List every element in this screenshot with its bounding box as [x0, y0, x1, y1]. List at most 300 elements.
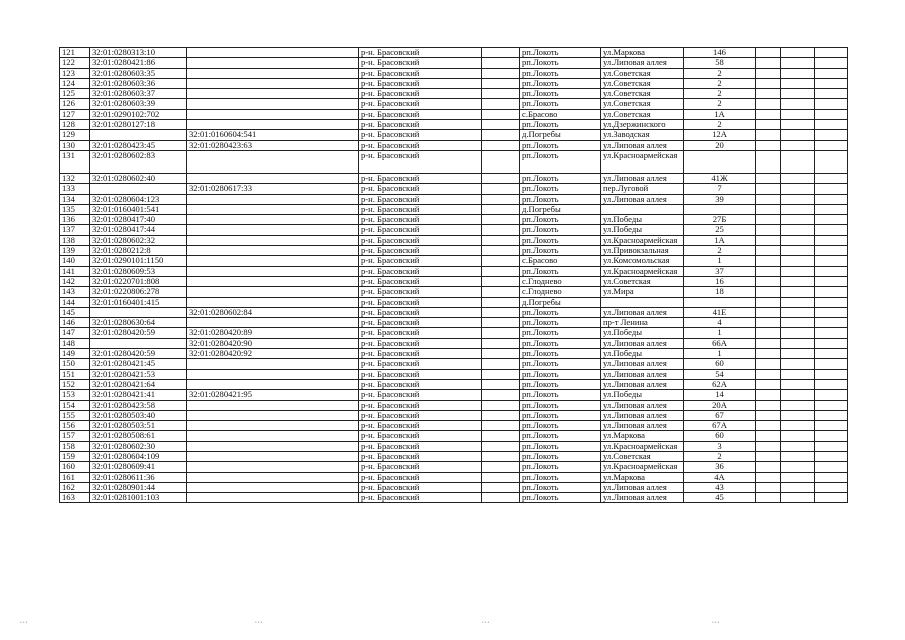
table-row	[60, 493, 848, 503]
table-row	[60, 431, 848, 441]
page-edge-mark: •••	[20, 621, 29, 626]
extra-cell-2	[781, 421, 815, 431]
locality-cell: рп.Локоть	[520, 451, 601, 461]
cadastral-number: 32:01:0280603:35	[90, 68, 187, 78]
cadastral-number-secondary	[187, 410, 359, 420]
page-edge-mark: •••	[482, 621, 491, 626]
locality-cell: рп.Локоть	[520, 58, 601, 68]
house-number-cell: 39	[684, 194, 756, 204]
extra-cell-1	[756, 109, 781, 119]
table-row	[60, 328, 848, 338]
cadastral-number: 32:01:0280423:58	[90, 400, 187, 410]
cadastral-number-secondary	[187, 287, 359, 297]
row-number: 156	[60, 421, 90, 431]
extra-cell-2	[781, 441, 815, 451]
house-number-cell: 146	[684, 48, 756, 58]
extra-cell-3	[815, 225, 848, 235]
extra-cell-2	[781, 68, 815, 78]
blank-cell	[482, 410, 520, 420]
street-cell: ул.Победы	[601, 225, 684, 235]
extra-cell-3	[815, 421, 848, 431]
table-row	[60, 472, 848, 482]
district-cell: р-н. Брасовский	[359, 89, 482, 99]
extra-cell-1	[756, 120, 781, 130]
row-number: 144	[60, 297, 90, 307]
cadastral-number-secondary	[187, 48, 359, 58]
cadastral-number: 32:01:0281001:103	[90, 493, 187, 503]
row-number: 159	[60, 451, 90, 461]
house-number-cell	[684, 150, 756, 173]
row-number: 152	[60, 379, 90, 389]
extra-cell-3	[815, 204, 848, 214]
page-edge-mark: •••	[712, 621, 721, 626]
house-number-cell: 1А	[684, 109, 756, 119]
house-number-cell: 20А	[684, 400, 756, 410]
house-number-cell: 2	[684, 246, 756, 256]
cadastral-number: 32:01:0280611:36	[90, 472, 187, 482]
blank-cell	[482, 99, 520, 109]
locality-cell: рп.Локоть	[520, 266, 601, 276]
house-number-cell	[684, 204, 756, 214]
house-number-cell	[684, 297, 756, 307]
cadastral-number: 32:01:0280602:83	[90, 150, 187, 173]
extra-cell-1	[756, 48, 781, 58]
row-number: 122	[60, 58, 90, 68]
extra-cell-1	[756, 338, 781, 348]
cadastral-number: 32:01:0280503:40	[90, 410, 187, 420]
house-number-cell: 2	[684, 120, 756, 130]
locality-cell: рп.Локоть	[520, 68, 601, 78]
row-number: 153	[60, 390, 90, 400]
extra-cell-1	[756, 318, 781, 328]
extra-cell-2	[781, 338, 815, 348]
cadastral-number-secondary: 32:01:0280420:92	[187, 349, 359, 359]
cadastral-number: 32:01:0290101:1150	[90, 256, 187, 266]
extra-cell-2	[781, 215, 815, 225]
blank-cell	[482, 441, 520, 451]
extra-cell-3	[815, 338, 848, 348]
row-number: 141	[60, 266, 90, 276]
cadastral-number-secondary	[187, 194, 359, 204]
extra-cell-2	[781, 235, 815, 245]
extra-cell-1	[756, 58, 781, 68]
row-number: 147	[60, 328, 90, 338]
locality-cell: рп.Локоть	[520, 225, 601, 235]
table-row	[60, 266, 848, 276]
district-cell: р-н. Брасовский	[359, 472, 482, 482]
cadastral-number-secondary	[187, 318, 359, 328]
extra-cell-2	[781, 462, 815, 472]
cadastral-number-secondary	[187, 441, 359, 451]
row-number: 155	[60, 410, 90, 420]
extra-cell-3	[815, 462, 848, 472]
house-number-cell: 41Е	[684, 307, 756, 317]
extra-cell-2	[781, 482, 815, 492]
cadastral-number: 32:01:0290102:702	[90, 109, 187, 119]
extra-cell-1	[756, 140, 781, 150]
row-number: 158	[60, 441, 90, 451]
row-number: 143	[60, 287, 90, 297]
house-number-cell: 3	[684, 441, 756, 451]
row-number: 133	[60, 184, 90, 194]
cadastral-number-secondary	[187, 431, 359, 441]
house-number-cell: 45	[684, 493, 756, 503]
row-number: 136	[60, 215, 90, 225]
extra-cell-2	[781, 58, 815, 68]
table-row	[60, 109, 848, 119]
street-cell: пр-т Ленина	[601, 318, 684, 328]
blank-cell	[482, 379, 520, 389]
cadastral-number-secondary: 32:01:0280420:89	[187, 328, 359, 338]
street-cell: ул.Липовая аллея	[601, 369, 684, 379]
extra-cell-1	[756, 68, 781, 78]
cadastral-number	[90, 130, 187, 140]
cadastral-number: 32:01:0280420:59	[90, 328, 187, 338]
table-row	[60, 349, 848, 359]
district-cell: р-н. Брасовский	[359, 410, 482, 420]
street-cell: ул.Советская	[601, 451, 684, 461]
blank-cell	[482, 318, 520, 328]
locality-cell: рп.Локоть	[520, 441, 601, 451]
street-cell: ул.Липовая аллея	[601, 307, 684, 317]
extra-cell-1	[756, 256, 781, 266]
house-number-cell: 14	[684, 390, 756, 400]
blank-cell	[482, 215, 520, 225]
extra-cell-1	[756, 431, 781, 441]
blank-cell	[482, 297, 520, 307]
blank-cell	[482, 58, 520, 68]
street-cell: ул.Советская	[601, 78, 684, 88]
cadastral-number-secondary	[187, 256, 359, 266]
district-cell: р-н. Брасовский	[359, 462, 482, 472]
extra-cell-3	[815, 276, 848, 286]
extra-cell-2	[781, 390, 815, 400]
locality-cell: рп.Локоть	[520, 338, 601, 348]
cadastral-number	[90, 338, 187, 348]
cadastral-number-secondary	[187, 99, 359, 109]
row-number: 149	[60, 349, 90, 359]
table-row	[60, 379, 848, 389]
row-number: 137	[60, 225, 90, 235]
district-cell: р-н. Брасовский	[359, 109, 482, 119]
extra-cell-2	[781, 140, 815, 150]
extra-cell-2	[781, 266, 815, 276]
extra-cell-3	[815, 441, 848, 451]
extra-cell-1	[756, 246, 781, 256]
blank-cell	[482, 462, 520, 472]
table-row	[60, 246, 848, 256]
row-number: 130	[60, 140, 90, 150]
extra-cell-1	[756, 349, 781, 359]
house-number-cell: 1	[684, 349, 756, 359]
house-number-cell: 62А	[684, 379, 756, 389]
extra-cell-2	[781, 120, 815, 130]
blank-cell	[482, 349, 520, 359]
cadastral-number: 32:01:0160401:415	[90, 297, 187, 307]
extra-cell-1	[756, 184, 781, 194]
district-cell: р-н. Брасовский	[359, 369, 482, 379]
cadastral-number-secondary	[187, 109, 359, 119]
extra-cell-3	[815, 78, 848, 88]
cadastral-number-secondary: 32:01:0280420:90	[187, 338, 359, 348]
street-cell: ул.Красноармейская	[601, 266, 684, 276]
table-row	[60, 421, 848, 431]
locality-cell: рп.Локоть	[520, 379, 601, 389]
row-number: 148	[60, 338, 90, 348]
street-cell: ул.Красноармейская	[601, 235, 684, 245]
district-cell: р-н. Брасовский	[359, 184, 482, 194]
blank-cell	[482, 482, 520, 492]
street-cell	[601, 204, 684, 214]
extra-cell-2	[781, 297, 815, 307]
row-number: 150	[60, 359, 90, 369]
row-number: 162	[60, 482, 90, 492]
extra-cell-2	[781, 204, 815, 214]
extra-cell-3	[815, 390, 848, 400]
extra-cell-2	[781, 369, 815, 379]
locality-cell: рп.Локоть	[520, 89, 601, 99]
house-number-cell: 4	[684, 318, 756, 328]
table-row	[60, 338, 848, 348]
table-row	[60, 58, 848, 68]
row-number: 145	[60, 307, 90, 317]
cadastral-number-secondary	[187, 472, 359, 482]
table-row	[60, 120, 848, 130]
cadastral-number: 32:01:0280602:30	[90, 441, 187, 451]
cadastral-number: 32:01:0280630:64	[90, 318, 187, 328]
extra-cell-3	[815, 48, 848, 58]
row-number: 121	[60, 48, 90, 58]
blank-cell	[482, 307, 520, 317]
cadastral-number: 32:01:0280609:53	[90, 266, 187, 276]
street-cell: ул.Липовая аллея	[601, 482, 684, 492]
house-number-cell: 2	[684, 99, 756, 109]
cadastral-number: 32:01:0280127:18	[90, 120, 187, 130]
cadastral-number: 32:01:0280901:44	[90, 482, 187, 492]
locality-cell: рп.Локоть	[520, 431, 601, 441]
registry-table	[59, 47, 848, 503]
table-row	[60, 184, 848, 194]
extra-cell-2	[781, 130, 815, 140]
blank-cell	[482, 120, 520, 130]
locality-cell: рп.Локоть	[520, 150, 601, 173]
locality-cell: с.Глоднево	[520, 276, 601, 286]
locality-cell: рп.Локоть	[520, 307, 601, 317]
cadastral-number-secondary: 32:01:0280602:84	[187, 307, 359, 317]
row-number: 146	[60, 318, 90, 328]
table-row	[60, 256, 848, 266]
locality-cell: рп.Локоть	[520, 472, 601, 482]
district-cell: р-н. Брасовский	[359, 99, 482, 109]
extra-cell-2	[781, 318, 815, 328]
extra-cell-3	[815, 318, 848, 328]
extra-cell-3	[815, 173, 848, 183]
cadastral-number: 32:01:0280604:123	[90, 194, 187, 204]
extra-cell-1	[756, 359, 781, 369]
extra-cell-1	[756, 297, 781, 307]
extra-cell-3	[815, 130, 848, 140]
locality-cell: рп.Локоть	[520, 410, 601, 420]
street-cell: ул.Липовая аллея	[601, 379, 684, 389]
district-cell: р-н. Брасовский	[359, 173, 482, 183]
locality-cell: д.Погребы	[520, 130, 601, 140]
street-cell	[601, 297, 684, 307]
district-cell: р-н. Брасовский	[359, 421, 482, 431]
extra-cell-3	[815, 68, 848, 78]
district-cell: р-н. Брасовский	[359, 431, 482, 441]
blank-cell	[482, 276, 520, 286]
cadastral-number: 32:01:0280421:64	[90, 379, 187, 389]
house-number-cell: 12А	[684, 130, 756, 140]
blank-cell	[482, 68, 520, 78]
district-cell: р-н. Брасовский	[359, 256, 482, 266]
house-number-cell: 54	[684, 369, 756, 379]
cadastral-number: 32:01:0280503:51	[90, 421, 187, 431]
extra-cell-3	[815, 256, 848, 266]
street-cell: ул.Липовая аллея	[601, 338, 684, 348]
table-row	[60, 99, 848, 109]
table-row	[60, 89, 848, 99]
extra-cell-1	[756, 130, 781, 140]
house-number-cell: 1	[684, 256, 756, 266]
district-cell: р-н. Брасовский	[359, 390, 482, 400]
street-cell: ул.Липовая аллея	[601, 400, 684, 410]
street-cell: ул.Советская	[601, 276, 684, 286]
locality-cell: рп.Локоть	[520, 369, 601, 379]
cadastral-number: 32:01:0220806:278	[90, 287, 187, 297]
cadastral-number: 32:01:0280212:8	[90, 246, 187, 256]
extra-cell-3	[815, 482, 848, 492]
blank-cell	[482, 235, 520, 245]
locality-cell: рп.Локоть	[520, 318, 601, 328]
district-cell: р-н. Брасовский	[359, 328, 482, 338]
cadastral-number-secondary	[187, 297, 359, 307]
extra-cell-3	[815, 150, 848, 173]
extra-cell-3	[815, 99, 848, 109]
extra-cell-1	[756, 369, 781, 379]
row-number: 139	[60, 246, 90, 256]
extra-cell-2	[781, 246, 815, 256]
district-cell: р-н. Брасовский	[359, 194, 482, 204]
row-number: 131	[60, 150, 90, 173]
locality-cell: рп.Локоть	[520, 120, 601, 130]
table-row	[60, 441, 848, 451]
house-number-cell: 25	[684, 225, 756, 235]
district-cell: р-н. Брасовский	[359, 441, 482, 451]
locality-cell: рп.Локоть	[520, 48, 601, 58]
blank-cell	[482, 400, 520, 410]
house-number-cell: 41Ж	[684, 173, 756, 183]
house-number-cell: 7	[684, 184, 756, 194]
district-cell: р-н. Брасовский	[359, 400, 482, 410]
house-number-cell: 2	[684, 68, 756, 78]
district-cell: р-н. Брасовский	[359, 318, 482, 328]
blank-cell	[482, 109, 520, 119]
blank-cell	[482, 369, 520, 379]
district-cell: р-н. Брасовский	[359, 150, 482, 173]
extra-cell-1	[756, 215, 781, 225]
house-number-cell: 1А	[684, 235, 756, 245]
extra-cell-3	[815, 307, 848, 317]
street-cell: ул.Победы	[601, 390, 684, 400]
table-row	[60, 410, 848, 420]
cadastral-number: 32:01:0160401:541	[90, 204, 187, 214]
district-cell: р-н. Брасовский	[359, 482, 482, 492]
extra-cell-3	[815, 328, 848, 338]
page-edge-mark: •••	[255, 621, 264, 626]
locality-cell: д.Погребы	[520, 204, 601, 214]
extra-cell-1	[756, 266, 781, 276]
cadastral-number-secondary	[187, 462, 359, 472]
table-row	[60, 150, 848, 173]
cadastral-number-secondary: 32:01:0280423:63	[187, 140, 359, 150]
extra-cell-2	[781, 150, 815, 173]
registry-table-body	[60, 48, 848, 503]
house-number-cell: 27Б	[684, 215, 756, 225]
table-row	[60, 173, 848, 183]
cadastral-number: 32:01:0280602:40	[90, 173, 187, 183]
extra-cell-2	[781, 256, 815, 266]
extra-cell-2	[781, 493, 815, 503]
table-row	[60, 462, 848, 472]
row-number: 135	[60, 204, 90, 214]
extra-cell-3	[815, 400, 848, 410]
blank-cell	[482, 266, 520, 276]
district-cell: р-н. Брасовский	[359, 58, 482, 68]
locality-cell: рп.Локоть	[520, 140, 601, 150]
street-cell: ул.Липовая аллея	[601, 359, 684, 369]
extra-cell-1	[756, 225, 781, 235]
house-number-cell: 2	[684, 451, 756, 461]
extra-cell-2	[781, 99, 815, 109]
district-cell: р-н. Брасовский	[359, 204, 482, 214]
extra-cell-2	[781, 400, 815, 410]
row-number: 151	[60, 369, 90, 379]
row-number: 124	[60, 78, 90, 88]
locality-cell: рп.Локоть	[520, 194, 601, 204]
locality-cell: рп.Локоть	[520, 400, 601, 410]
extra-cell-2	[781, 184, 815, 194]
extra-cell-2	[781, 328, 815, 338]
locality-cell: рп.Локоть	[520, 349, 601, 359]
extra-cell-2	[781, 48, 815, 58]
extra-cell-3	[815, 140, 848, 150]
blank-cell	[482, 48, 520, 58]
extra-cell-3	[815, 120, 848, 130]
blank-cell	[482, 493, 520, 503]
extra-cell-3	[815, 58, 848, 68]
cadastral-number-secondary	[187, 204, 359, 214]
street-cell: ул.Дзержинского	[601, 120, 684, 130]
blank-cell	[482, 472, 520, 482]
district-cell: р-н. Брасовский	[359, 246, 482, 256]
extra-cell-3	[815, 194, 848, 204]
extra-cell-1	[756, 472, 781, 482]
district-cell: р-н. Брасовский	[359, 297, 482, 307]
blank-cell	[482, 246, 520, 256]
cadastral-number	[90, 184, 187, 194]
extra-cell-1	[756, 287, 781, 297]
extra-cell-1	[756, 390, 781, 400]
extra-cell-3	[815, 89, 848, 99]
house-number-cell: 58	[684, 58, 756, 68]
table-row	[60, 287, 848, 297]
table-row	[60, 297, 848, 307]
extra-cell-2	[781, 307, 815, 317]
row-number: 129	[60, 130, 90, 140]
row-number: 132	[60, 173, 90, 183]
extra-cell-1	[756, 204, 781, 214]
